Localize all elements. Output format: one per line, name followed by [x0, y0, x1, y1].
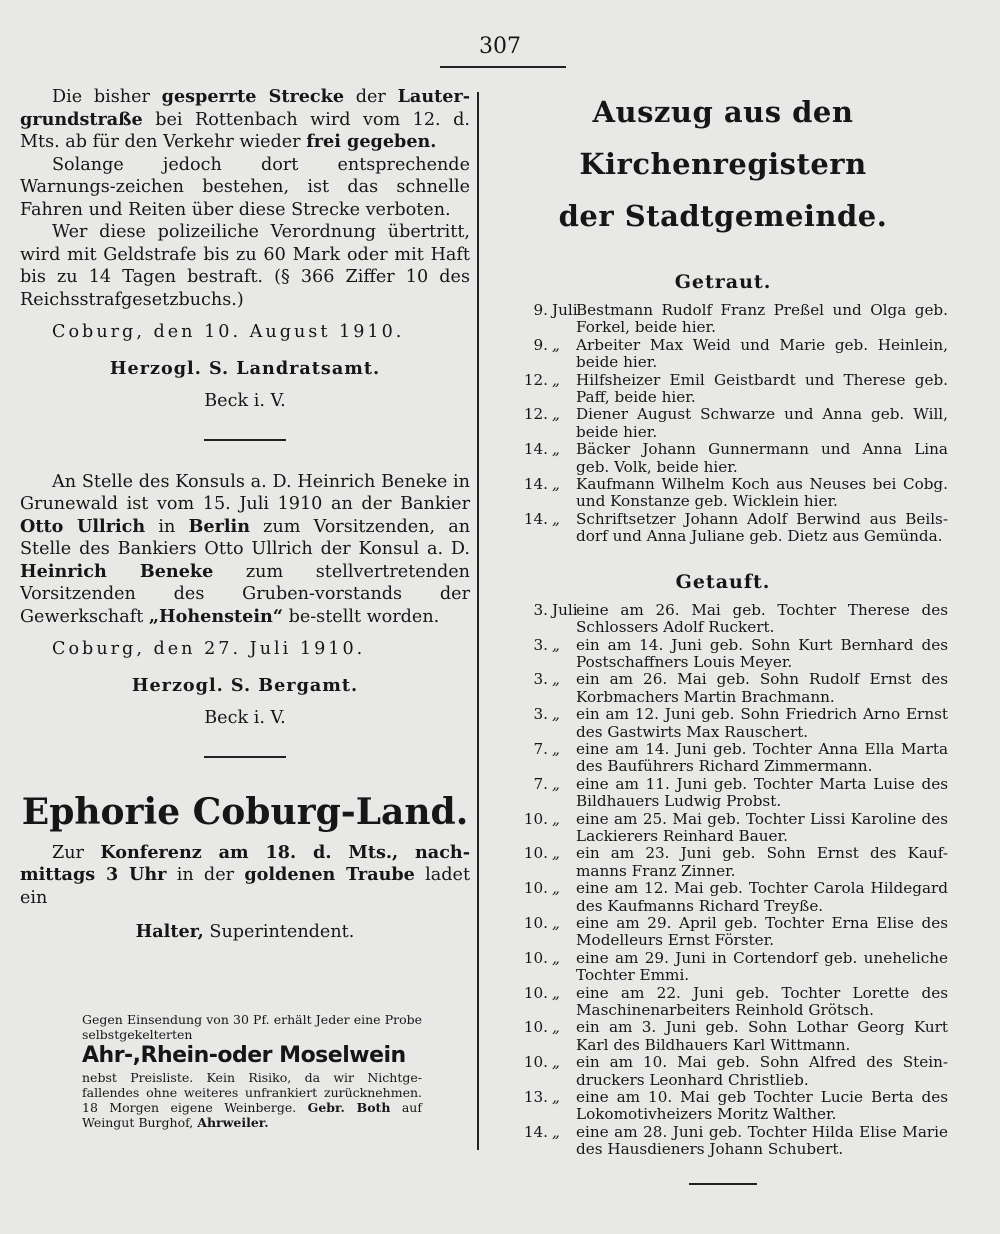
section-heading-getraut: Getraut.: [674, 271, 772, 293]
entry-day: 7.: [533, 774, 548, 793]
text: An Stelle des Konsuls a. D. Heinrich Beneke in Grunewald ist vom 15. Juli 1910 an der Bankier: [20, 471, 470, 514]
text: zum Vorsitzenden, an Stelle des Bankiers Otto Ullrich der Konsul a. D.: [20, 516, 471, 559]
bold-text: gesperrte Strecke: [161, 86, 345, 107]
text: in: [158, 516, 176, 537]
entry-month: Juli: [552, 301, 578, 319]
notice-signatory: Herzogl. S. Landratsamt.: [109, 357, 381, 379]
register-entry: [498, 406, 948, 441]
entry-text: ein am 26. Mai geb. Sohn Rudolf Ernst des Korbmachers Martin Brachmann.: [576, 670, 948, 706]
ad-headline: Ahr-,Rhein-oder Moselwein: [82, 1042, 406, 1068]
entry-date: [498, 671, 576, 706]
text: Superintendent.: [209, 922, 355, 942]
entry-text: Hilfsheizer Emil Geistbardt und Therese geb. Paff, beide hier.: [576, 370, 948, 407]
entry-month: „: [552, 774, 560, 793]
ephorie-title: Ephorie Coburg-Land.: [21, 790, 469, 833]
entry-text: Kaufmann Wilhelm Koch aus Neuses bei Cobg. und Konstanze geb. Wicklein hier.: [576, 475, 948, 511]
entry-day: 3.: [533, 705, 548, 724]
entry-text: Bestmann Rudolf Franz Preßel und Olga geb. Forkel, beide hier.: [576, 301, 948, 337]
entry-text: eine am 28. Juni geb. Tochter Hilda Elise Marie des Hausdieners Johann Schubert.: [576, 1122, 948, 1159]
notice-paragraph: [20, 842, 470, 910]
bold-text: Halter,: [135, 921, 204, 942]
bold-text: Otto Ullrich: [20, 515, 146, 537]
entry-day: 10.: [523, 914, 548, 932]
entry-day: 10.: [523, 879, 548, 898]
entry-day: 14.: [523, 1122, 548, 1141]
text: Zur: [52, 842, 84, 863]
entry-text: Schriftsetzer Johann Adolf Berwind aus Beils-dorf und Anna Juliane geb. Dietz aus Gemünda.: [576, 509, 948, 546]
entry-month: „: [552, 509, 560, 528]
text: auf Weingut Burghof,: [82, 1099, 422, 1130]
register-entry: [498, 880, 948, 915]
entry-month: „: [552, 948, 560, 967]
register-entry: [498, 1124, 948, 1159]
register-entry: [498, 950, 948, 985]
entry-text: eine am 26. Mai geb. Tochter Therese des Schlossers Adolf Ruckert.: [576, 600, 948, 637]
road-closure-notice: [20, 86, 470, 413]
text: Die bisher: [52, 87, 150, 107]
register-entry: [498, 1054, 948, 1089]
title-line: der Stadtgemeinde.: [558, 199, 888, 233]
entry-month: „: [552, 809, 560, 828]
notice-signature: Beck i. V.: [204, 391, 286, 411]
entry-month: „: [552, 739, 560, 758]
register-entry: [498, 845, 948, 880]
entry-day: 10.: [523, 1018, 548, 1037]
entry-month: „: [552, 983, 560, 1002]
header-rule: [440, 66, 566, 68]
notice-date: Coburg, den 10. August 1910.: [52, 322, 405, 342]
ephorie-notice: [20, 790, 470, 944]
notice-paragraph: Solange jedoch dort entsprechende Warnungs-zeichen bestehen, ist das schnelle Fahren und Reiten über diese Strecke verboten.: [20, 154, 470, 220]
entry-month: „: [552, 635, 560, 654]
register-entry: [498, 302, 948, 337]
entry-date: [498, 637, 576, 672]
entry-text: eine am 29. April geb. Tochter Erna Elise des Modelleurs Ernst Förster.: [576, 914, 948, 950]
text: zum stellvertretenden Vorsitzenden des Gruben-vorstands der Gewerkschaft: [20, 561, 471, 627]
register-entry: [498, 511, 948, 546]
entry-date: [498, 880, 576, 915]
ad-text: [82, 1070, 422, 1130]
ad-text: Gegen Einsendung von 30 Pf. erhält Jeder eine Probe selbstgekelterten: [82, 1011, 422, 1042]
text: nebst Preisliste. Kein Risiko, da wir Nichtge-fallendes ohne weiteres unfrankiert zurücknehmen. 18 Morgen eigene Weinberge.: [82, 1069, 422, 1115]
notice-paragraph: [20, 471, 470, 629]
entry-day: 14.: [523, 509, 548, 528]
entry-date: [498, 950, 576, 985]
entry-text: ein am 12. Juni geb. Sohn Friedrich Arno Ernst des Gastwirts Max Rauschert.: [576, 705, 948, 741]
notice-paragraph: Wer diese polizeiliche Verordnung übertritt, wird mit Geldstrafe bis zu 60 Mark oder mit Haft bis zu 14 Tagen bestraft. (§ 366 Ziffer 10 des Reichsstrafgesetzbuchs.): [20, 222, 470, 310]
entry-text: ein am 14. Juni geb. Sohn Kurt Bernhard des Postschaffners Louis Meyer.: [576, 635, 948, 671]
entry-day: 13.: [523, 1088, 548, 1107]
entry-day: 10.: [523, 844, 548, 863]
section-rule: [689, 1183, 757, 1185]
entry-date: [498, 706, 576, 741]
notice-signatory: Herzogl. S. Bergamt.: [131, 674, 359, 696]
entry-day: 3.: [533, 600, 548, 619]
entry-date: [498, 372, 576, 407]
entry-text: Diener August Schwarze und Anna geb. Will, beide hier.: [576, 405, 948, 441]
entry-month: „: [552, 1053, 560, 1072]
entry-date: [498, 741, 576, 776]
section-heading-getauft: Getauft.: [675, 570, 771, 593]
bold-text: Gebr. Both: [307, 1099, 391, 1115]
bold-text: Konferenz am 18. d. Mts., nach-mittags 3 Uhr: [20, 841, 471, 885]
entry-text: eine am 11. Juni geb. Tochter Marta Luise des Bildhauers Ludwig Probst.: [576, 774, 948, 811]
entry-month: „: [552, 440, 560, 459]
getraut-list: [498, 302, 948, 546]
entry-date: [498, 511, 576, 546]
column-divider: [477, 92, 479, 1150]
getauft-list: [498, 602, 948, 1159]
entry-month: „: [552, 1018, 560, 1037]
entry-day: 10.: [523, 983, 548, 1002]
entry-text: eine am 22. Juni geb. Tochter Lorette des Maschinenarbeiters Reinhold Grötsch.: [576, 983, 948, 1020]
notice-paragraph: [20, 86, 470, 154]
entry-month: „: [552, 705, 560, 724]
page-number: 307: [479, 34, 521, 59]
entry-month: „: [552, 405, 560, 424]
entry-month: „: [552, 335, 560, 354]
bold-text: „Hohenstein“: [148, 605, 283, 627]
title-line: Auszug aus den Kirchenregistern: [579, 95, 867, 181]
entry-month: „: [552, 475, 560, 494]
entry-text: eine am 12. Mai geb. Tochter Carola Hildegard des Kaufmanns Richard Treyße.: [576, 879, 948, 915]
section-rule: [204, 756, 286, 758]
entry-text: Bäcker Johann Gunnermann und Anna Lina geb. Volk, beide hier.: [576, 440, 948, 476]
entry-day: 14.: [523, 475, 548, 494]
left-column: [20, 86, 470, 1130]
entry-day: 3.: [533, 670, 548, 689]
register-entry: [498, 1019, 948, 1054]
entry-date: [498, 1054, 576, 1089]
wine-advertisement: [82, 1012, 422, 1130]
right-column: [498, 86, 948, 1185]
entry-date: [498, 406, 576, 441]
register-entry: [498, 372, 948, 407]
register-entry: [498, 811, 948, 846]
section-rule: [204, 439, 286, 441]
register-entry: [498, 671, 948, 706]
bold-text: Ahrweiler.: [197, 1114, 269, 1130]
entry-date: [498, 1089, 576, 1124]
entry-text: eine am 14. Juni geb. Tochter Anna Ella Marta des Bauführers Richard Zimmermann.: [576, 739, 948, 776]
entry-month: „: [552, 879, 560, 898]
text: der: [355, 87, 386, 107]
entry-date: [498, 1124, 576, 1159]
register-entry: [498, 337, 948, 372]
register-entry: [498, 602, 948, 637]
register-title: [498, 86, 948, 242]
entry-day: 10.: [523, 1053, 548, 1072]
entry-text: eine am 25. Mai geb. Tochter Lissi Karoline des Lackierers Reinhard Bauer.: [576, 809, 948, 845]
text: be-stellt worden.: [288, 606, 440, 627]
entry-day: 9.: [533, 335, 548, 354]
entry-date: [498, 1019, 576, 1054]
entry-day: 3.: [533, 635, 548, 654]
register-entry: [498, 441, 948, 476]
notice-signatory: [20, 921, 470, 944]
bold-text: goldenen Traube: [244, 864, 415, 885]
register-entry: [498, 985, 948, 1020]
bold-text: Lauter-grundstraße: [20, 86, 471, 130]
entry-text: Arbeiter Max Weid und Marie geb. Heinlein, beide hier.: [576, 335, 948, 372]
entry-text: eine am 29. Juni in Cortendorf geb. uneheliche Tochter Emmi.: [576, 948, 948, 985]
entry-month: „: [552, 670, 560, 689]
register-entry: [498, 476, 948, 511]
entry-date: [498, 776, 576, 811]
entry-day: 12.: [523, 405, 548, 424]
entry-month: „: [552, 370, 560, 389]
register-entry: [498, 776, 948, 811]
text: in der: [176, 865, 235, 885]
text: ladet ein: [20, 865, 471, 908]
entry-date: [498, 302, 576, 337]
notice-signature: Beck i. V.: [204, 708, 286, 728]
text: bei Rottenbach wird vom 12. d. Mts. ab für den Verkehr wieder: [20, 109, 470, 152]
entry-date: [498, 985, 576, 1020]
register-entry: [498, 706, 948, 741]
mining-board-notice: [20, 471, 470, 730]
entry-day: 14.: [523, 440, 548, 459]
entry-date: [498, 476, 576, 511]
entry-date: [498, 915, 576, 950]
entry-text: ein am 23. Juni geb. Sohn Ernst des Kauf-manns Franz Zinner.: [576, 844, 948, 880]
entry-text: eine am 10. Mai geb Tochter Lucie Berta des Lokomotivheizers Moritz Walther.: [576, 1088, 948, 1124]
entry-day: 7.: [533, 739, 548, 758]
entry-day: 12.: [523, 370, 548, 389]
register-entry: [498, 915, 948, 950]
register-entry: [498, 1089, 948, 1124]
entry-text: ein am 3. Juni geb. Sohn Lothar Georg Kurt Karl des Bildhauers Karl Wittmann.: [576, 1018, 948, 1054]
entry-date: [498, 811, 576, 846]
entry-month: „: [552, 914, 560, 932]
register-entry: [498, 741, 948, 776]
entry-month: „: [552, 844, 560, 863]
entry-text: ein am 10. Mai geb. Sohn Alfred des Stein-druckers Leonhard Christlieb.: [576, 1053, 948, 1089]
entry-day: 10.: [523, 809, 548, 828]
entry-date: [498, 441, 576, 476]
bold-text: Berlin: [188, 515, 250, 537]
entry-month: „: [552, 1088, 560, 1107]
bold-text: frei gegeben.: [306, 131, 437, 152]
entry-day: 9.: [533, 301, 548, 319]
entry-month: Juli: [552, 600, 578, 619]
entry-date: [498, 845, 576, 880]
entry-month: „: [552, 1122, 560, 1141]
entry-date: [498, 337, 576, 372]
entry-date: [498, 602, 576, 637]
register-entry: [498, 637, 948, 672]
entry-day: 10.: [523, 948, 548, 967]
notice-date: Coburg, den 27. Juli 1910.: [52, 639, 366, 659]
bold-text: Heinrich Beneke: [20, 560, 214, 582]
